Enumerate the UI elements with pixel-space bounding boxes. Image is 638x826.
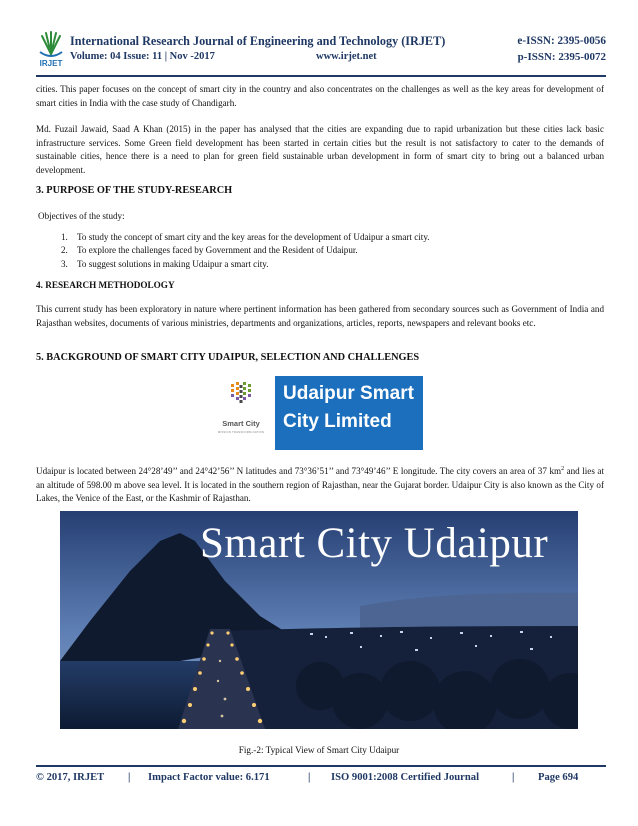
udaipur-smart-city-logo xyxy=(207,376,423,450)
footer-copyright: © 2017, IRJET xyxy=(36,772,105,783)
journal-website: www.irjet.net xyxy=(316,51,377,62)
paragraph-literature: Md. Fuzail Jawaid, Saad A Khan (2015) in the paper has analysed that the cities are expanding due to rapid urbanization but these cities lack basic infrastructure services. Some Green field development has been started in certain cities but the result is not satisfactory to cater to the demands of sustainable cities, hence there is a need to plan for green field sustainable urban development in form of smart city to bring out a balanced urban development. xyxy=(36,124,604,175)
journal-title: International Research Journal of Engineering and Technology (IRJET) xyxy=(70,34,446,48)
paragraph-intro: cities. This paper focuses on the concept of smart city in the country and also concentrates on the challenges as well as the key areas for development of smart cities in India with the case study of Chandigarh. xyxy=(36,84,604,108)
smart-city-tagline: MISSION TRANSFORM-NATION xyxy=(217,430,265,434)
list-item: 3. To suggest solutions in making Udaipur a smart city. xyxy=(61,258,269,269)
footer-separator: | xyxy=(128,772,131,783)
udaipur-city-photo xyxy=(60,511,578,729)
photo-title-overlay: Smart City Udaipur xyxy=(200,520,549,567)
page-footer xyxy=(36,772,606,786)
volume-info: Volume: 04 Issue: 11 | Nov -2017 xyxy=(70,51,215,62)
logo-line-2: City Limited xyxy=(283,411,392,432)
footer-separator: | xyxy=(308,772,311,783)
paragraph-location: Udaipur is located between 24°28’49’’ and 24°42’56’’ N latitudes and 73°36’51’’ and 73°49’46’’ E longitude. The city covers an area of 37 $km^2$ and lies at an altitude of 598.00 m above sea level. It is located in the southern region of Rajasthan, near the Gujarat border. Udaipur City is also known as the City of Lakes, the Venice of the East, or the Kashmir of Rajasthan. xyxy=(36,466,604,504)
header-sub xyxy=(70,51,377,62)
smart-city-mission-logo xyxy=(207,376,275,450)
objectives-list xyxy=(61,231,430,271)
smart-city-label: Smart City xyxy=(222,419,260,428)
header-rule xyxy=(36,75,606,77)
irjet-logo-icon xyxy=(36,30,66,68)
smart-city-mark-icon xyxy=(207,376,275,418)
footer-iso: ISO 9001:2008 Certified Journal xyxy=(331,772,480,783)
footer-impact-factor: Impact Factor value: 6.171 xyxy=(148,772,270,783)
figure-caption: Fig.-2: Typical View of Smart City Udaipur xyxy=(238,745,400,755)
logo-text: IRJET xyxy=(39,59,63,68)
list-item: 1. To study the concept of smart city and the key areas for the development of Udaipur a smart city. xyxy=(61,232,430,242)
section-heading-5: 5. BACKGROUND OF SMART CITY UDAIPUR, SELECTION AND CHALLENGES xyxy=(36,352,420,363)
p-issn: p-ISSN: 2395-0072 xyxy=(517,51,606,63)
section-heading-4: 4. RESEARCH METHODOLOGY xyxy=(36,280,175,290)
logo-blue-panel xyxy=(275,376,423,450)
section-heading-3: 3. PURPOSE OF THE STUDY-RESEARCH xyxy=(36,185,233,196)
logo-line-1: Udaipur Smart xyxy=(283,383,414,404)
paragraph-methodology: This current study has been exploratory in nature where pertinent information has been gathered from secondary sources such as Government of India and Rajasthan websites, documents of various ministries, departments and organizations, articles, reports, newspapers and relevant books etc. xyxy=(36,304,604,328)
footer-rule xyxy=(36,765,606,767)
page-header xyxy=(36,30,606,72)
e-issn: e-ISSN: 2395-0056 xyxy=(517,35,606,47)
objectives-intro: Objectives of the study: xyxy=(38,211,125,221)
footer-separator: | xyxy=(512,772,515,783)
page-number: Page 694 xyxy=(538,772,579,783)
list-item: 2. To explore the challenges faced by Government and the Resident of Udaipur. xyxy=(61,245,358,256)
